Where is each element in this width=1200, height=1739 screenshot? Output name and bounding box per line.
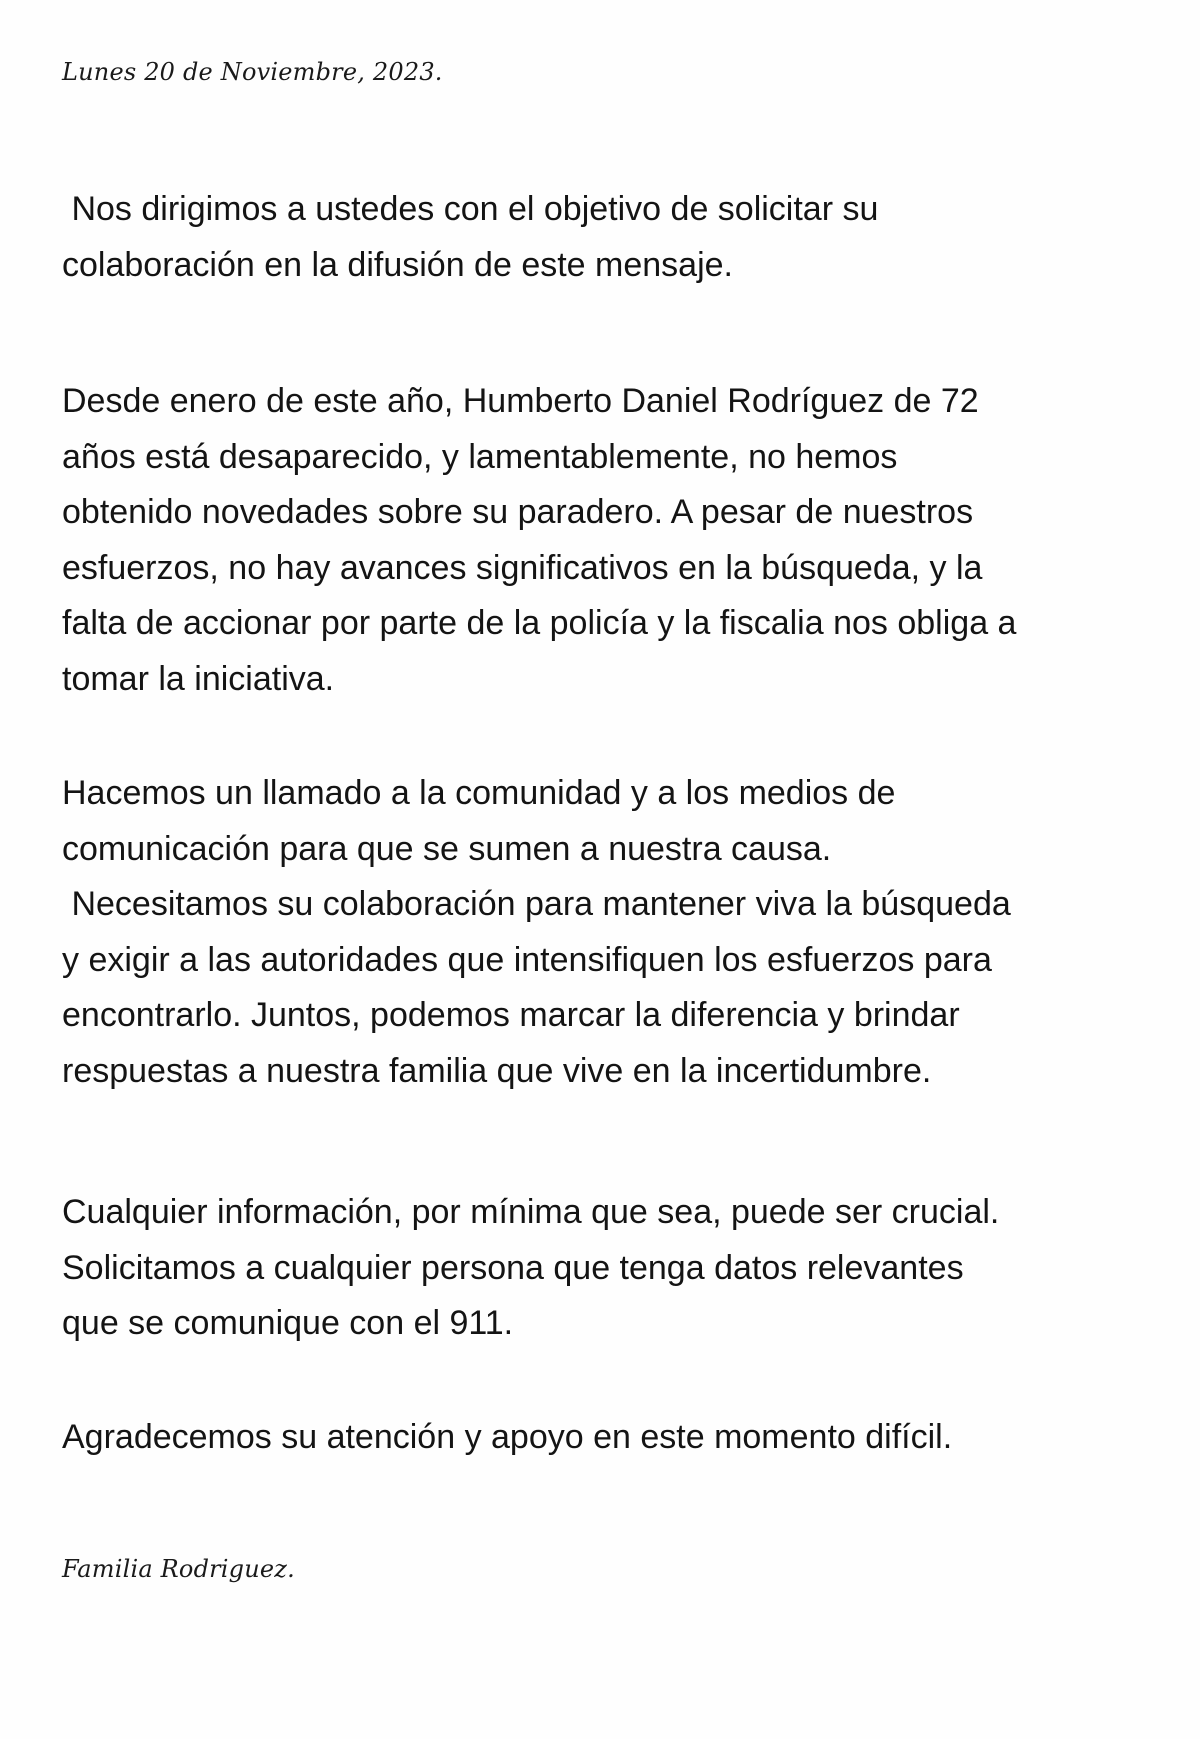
text-line: obtenido novedades sobre su paradero. A pesar de nuestros: [62, 493, 974, 531]
paragraph-intro: [62, 182, 1142, 293]
paragraph-disappearance: [62, 374, 1142, 707]
text-line: Necesitamos su colaboración para mantener viva la búsqueda: [62, 885, 1011, 923]
text-line: Nos dirigimos a ustedes con el objetivo de solicitar su: [62, 190, 879, 228]
text-line: Solicitamos a cualquier persona que tenga datos relevantes: [62, 1248, 964, 1287]
text-line: colaboración en la difusión de este mensaje.: [62, 245, 733, 284]
text-line: respuestas a nuestra familia que vive en la incertidumbre.: [62, 1051, 932, 1090]
text-line: tomar la iniciativa.: [62, 659, 335, 698]
paragraph-thanks: [62, 1410, 1142, 1466]
text-line: Cualquier información, por mínima que sea, puede ser crucial.: [62, 1193, 1000, 1231]
text-line: y exigir a las autoridades que intensifiquen los esfuerzos para: [62, 940, 992, 979]
letter-signature: Familia Rodriguez.: [62, 1555, 295, 1583]
text-line: Desde enero de este año, Humberto Daniel Rodríguez de 72: [62, 382, 979, 420]
text-line: encontrarlo. Juntos, podemos marcar la diferencia y brindar: [62, 996, 960, 1034]
text-line: Hacemos un llamado a la comunidad y a los medios de: [62, 774, 896, 812]
text-line: falta de accionar por parte de la policía y la fiscalia nos obliga a: [62, 604, 1017, 642]
text-line: comunicación para que se sumen a nuestra causa.: [62, 829, 832, 868]
text-line: Agradecemos su atención y apoyo en este momento difícil.: [62, 1418, 953, 1456]
paragraph-information-request: [62, 1185, 1142, 1352]
paragraph-call-to-action: [62, 766, 1142, 1099]
letter-date: Lunes 20 de Noviembre, 2023.: [62, 58, 443, 86]
text-line: que se comunique con el 911.: [62, 1304, 514, 1342]
text-line: esfuerzos, no hay avances significativos en la búsqueda, y la: [62, 548, 983, 587]
text-line: años está desaparecido, y lamentablemente, no hemos: [62, 437, 898, 476]
